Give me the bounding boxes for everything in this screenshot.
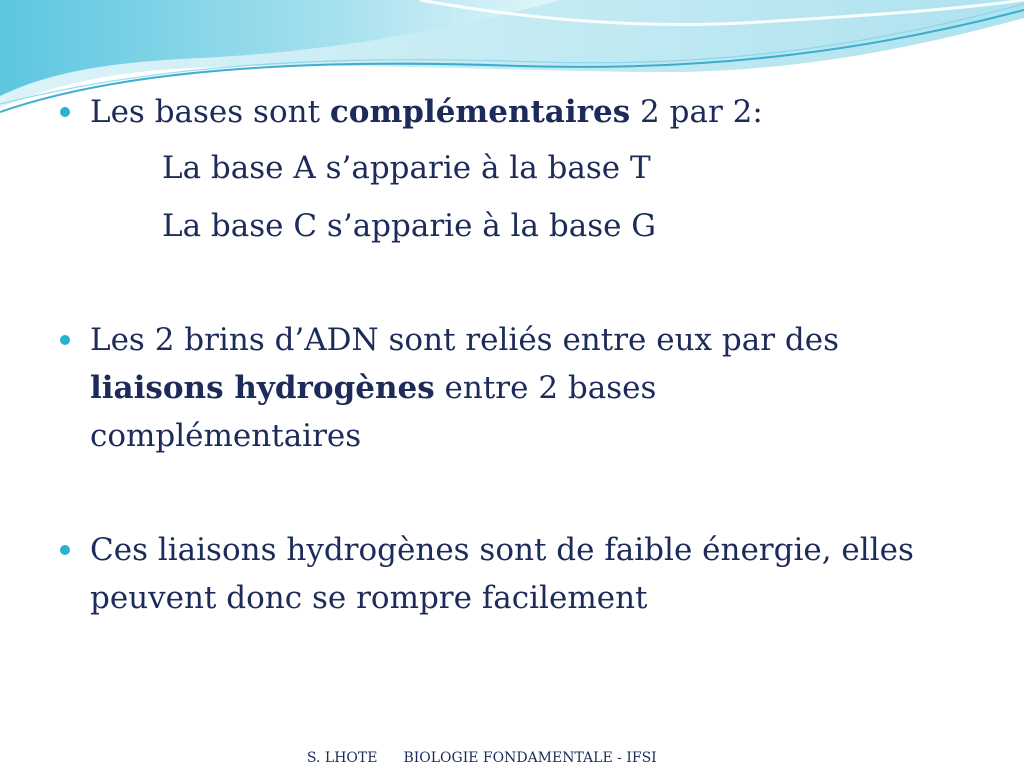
bullet3-line2: peuvent donc se rompre facilement xyxy=(90,580,648,616)
bullet-icon xyxy=(60,545,70,555)
bullet-hydrogen-bonds xyxy=(58,316,988,460)
slide-content-3 xyxy=(58,526,988,622)
footer-course: BIOLOGIE FONDAMENTALE - IFSI xyxy=(403,750,657,766)
bullet2-line3: complémentaires xyxy=(90,418,362,454)
bullet2-suffix: entre 2 bases xyxy=(434,370,657,406)
pair-line-a-t: La base A s’apparie à la base T xyxy=(162,150,651,186)
slide-footer xyxy=(298,734,657,766)
bullet-complementary-bases xyxy=(58,88,988,136)
footer-author: S. LHOTE xyxy=(306,750,378,766)
pair-line-c-g: La base C s’apparie à la base G xyxy=(162,208,657,244)
bullet-weak-energy xyxy=(58,526,988,622)
bullet3-line1: Ces liaisons hydrogènes sont de faible énergie, elles xyxy=(90,532,914,568)
bullet-icon xyxy=(60,107,70,117)
bullet1-suffix: 2 par 2: xyxy=(630,94,763,130)
slide-content xyxy=(58,88,988,136)
bullet2-bold: liaisons hydrogènes xyxy=(90,370,435,406)
bullet-icon xyxy=(60,335,70,345)
bullet2-line1: Les 2 brins d’ADN sont reliés entre eux par des xyxy=(90,322,839,358)
bullet1-prefix: Les bases sont xyxy=(90,94,330,130)
bullet1-bold: complémentaires xyxy=(329,94,631,130)
slide-content-2 xyxy=(58,316,988,460)
